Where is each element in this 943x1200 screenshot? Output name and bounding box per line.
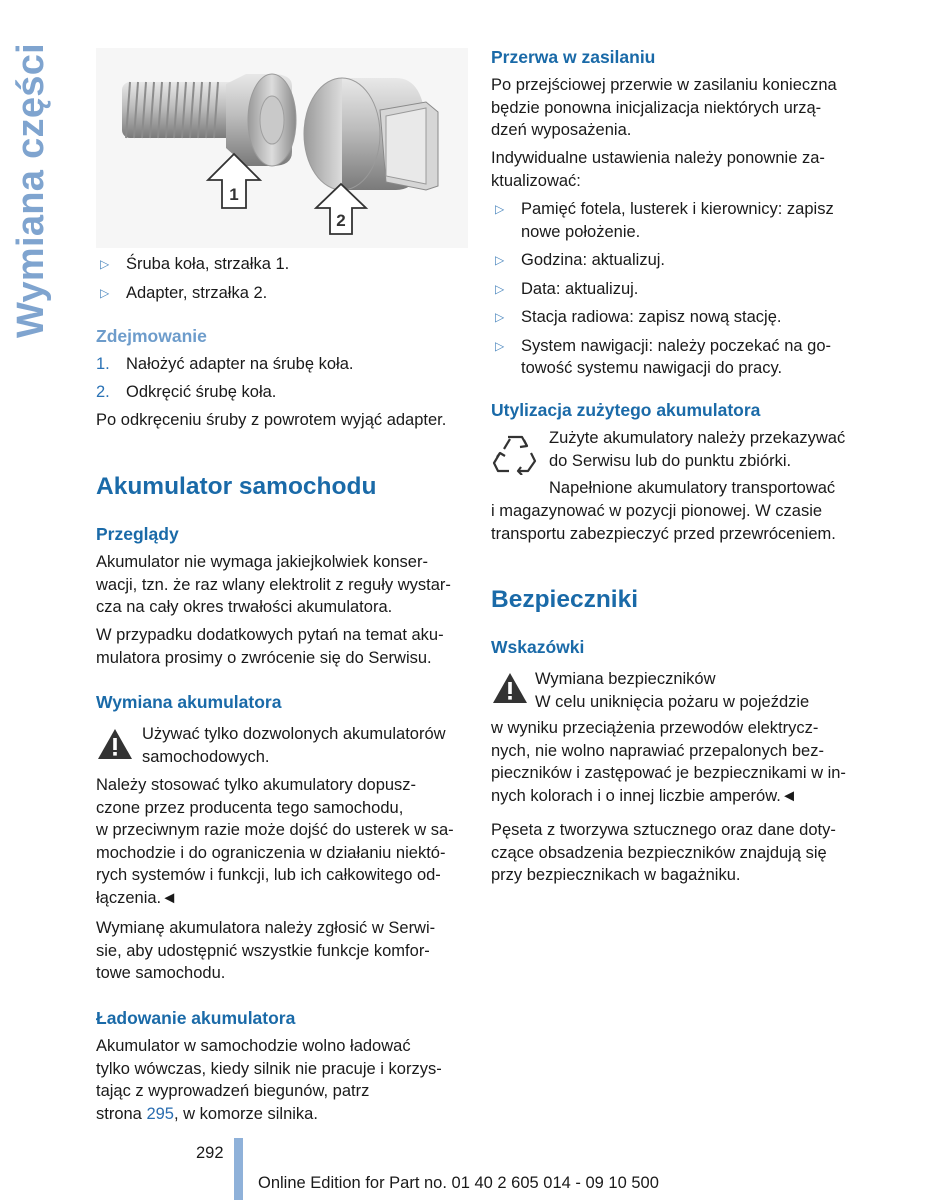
warning-icon [491, 670, 529, 706]
bullet-triangle-icon: ▷ [100, 285, 110, 300]
bullet-triangle-icon: ▷ [495, 202, 505, 216]
removal-note: Po odkręceniu śruby z powrotem wyjąć adapter. [96, 411, 447, 429]
list-item: ▷ Pamięć fotela, lusterek i kierownicy: zapisz nowe położenie. [495, 200, 834, 241]
arrow-1-label: 1 [229, 185, 239, 204]
removal-steps-list [96, 353, 468, 403]
chapter-heading-bezpieczniki: Bezpieczniki [491, 586, 639, 613]
page-number: 292 [196, 1144, 224, 1162]
footer-bar [234, 1138, 243, 1200]
section-heading-przeglady: Przeglądy [96, 524, 179, 544]
list-item: 1. Nałożyć adapter na śrubę koła. [96, 355, 354, 373]
paragraph-przeglady-2: W przypadku dodatkowych pytań na temat aku- mulatora prosimy o zwrócenie się do Serwisu. [96, 626, 444, 667]
paragraph-przerwa-1: Po przejściowej przerwie w zasilaniu konieczna będzie ponowna inicjalizacja niektórych urzą- dzeń wyposażenia. [491, 76, 837, 139]
list-item: ▷ System nawigacji: należy poczekać na go- towość systemu nawigacji do pracy. [495, 336, 831, 377]
edition-footer: Online Edition for Part no. 01 40 2 605 014 - 09 10 500 [258, 1174, 659, 1192]
page-reference-link[interactable]: 295 [146, 1104, 174, 1123]
bullet-triangle-icon: ▷ [495, 338, 505, 353]
list-item: ▷ Adapter, strzałka 2. [96, 282, 468, 305]
bullet-triangle-icon: ▷ [100, 257, 110, 271]
figure-legend-list [96, 253, 468, 304]
section-heading-wskazowki: Wskazówki [491, 637, 585, 657]
section-heading-zdejmowanie: Zdejmowanie [96, 326, 207, 346]
paragraph-przeglady-1: Akumulator nie wymaga jakiejkolwiek konser- wacji, tzn. że raz wlany elektrolit z reguły wystar- cza na cały okres trwałości akumulatora. [96, 553, 451, 616]
paragraph-przerwa-2: Indywidualne ustawienia należy ponownie za- ktualizować: [491, 149, 825, 190]
paragraph-utylizacja: i magazynować w pozycji pionowej. W czasie transportu zabezpieczyć przed przewróceniem. [491, 502, 836, 543]
settings-list [491, 198, 863, 380]
list-item: ▷ Stacja radiowa: zapisz nową stację. [491, 306, 863, 329]
recycle-icon [491, 431, 539, 475]
paragraph-ladowanie: Akumulator w samochodzie wolno ładować tylko wówczas, kiedy silnik nie pracuje i korzys- tając z wyprowadzeń biegunów, patrz strona 295, w komorze silnika. [96, 1037, 442, 1123]
chapter-side-title [2, 44, 60, 336]
arrow-2-label: 2 [336, 211, 346, 230]
list-item: ▷ Godzina: aktualizuj. [491, 249, 863, 272]
section-heading-wymiana: Wymiana akumulatora [96, 692, 282, 712]
adapter-shape [304, 78, 438, 190]
bullet-triangle-icon: ▷ [495, 281, 505, 296]
paragraph-bezpieczniki-2: Pęseta z tworzywa sztucznego oraz dane doty- czące obsadzenia bezpieczników znajdują się przy bezpiecznikach w bagażniku. [491, 821, 836, 884]
chapter-heading-akumulator: Akumulator samochodu [96, 473, 377, 500]
bullet-triangle-icon: ▷ [495, 253, 505, 267]
recycle-text: Zużyte akumulatory należy przekazywać do Serwisu lub do punktu zbiórki. Napełnione akumulatory transportować [549, 429, 846, 497]
bullet-triangle-icon: ▷ [495, 310, 505, 324]
list-item: ▷ Śruba koła, strzałka 1. [96, 253, 468, 276]
paragraph-wymiana-2: Wymianę akumulatora należy zgłosić w Serwi- sie, aby udostępnić wszystkie funkcje komfor- towe samochodu. [96, 919, 436, 982]
list-item: ▷ Data: aktualizuj. [491, 278, 863, 301]
list-item: 2. Odkręcić śrubę koła. [96, 382, 277, 401]
warning-text-bezpieczniki: Wymiana bezpieczników W celu uniknięcia pożaru w pojeździe [535, 670, 810, 711]
paragraph-bezpieczniki-1: w wyniku przeciążenia przewodów elektrycz- nych, nie wolno naprawiać przepalonych bez- pieczników i zastępować je bezpiecznikami w in- nych kolorach i o innej liczbie amperów.◄ [491, 719, 846, 805]
warning-text-akumulator: Używać tylko dozwolonych akumulatorów samochodowych. [142, 725, 446, 766]
warning-icon [96, 726, 134, 762]
paragraph-wymiana-1: Należy stosować tylko akumulatory dopusz- czone przez producenta tego samochodu, w przeciwnym razie może dojść do usterek w sa- mochodzie i do ograniczenia w działaniu niektó- rych systemów i funkcji, lub ich całkowitego od- łączenia.◄ [96, 776, 454, 907]
chapter-title-text: Wymiana części [9, 42, 52, 338]
section-heading-ladowanie: Ładowanie akumulatora [96, 1008, 296, 1028]
section-heading-przerwa: Przerwa w zasilaniu [491, 47, 656, 67]
section-heading-utylizacja: Utylizacja zużytego akumulatora [491, 400, 761, 420]
wheel-bolt-adapter-figure [96, 48, 468, 248]
